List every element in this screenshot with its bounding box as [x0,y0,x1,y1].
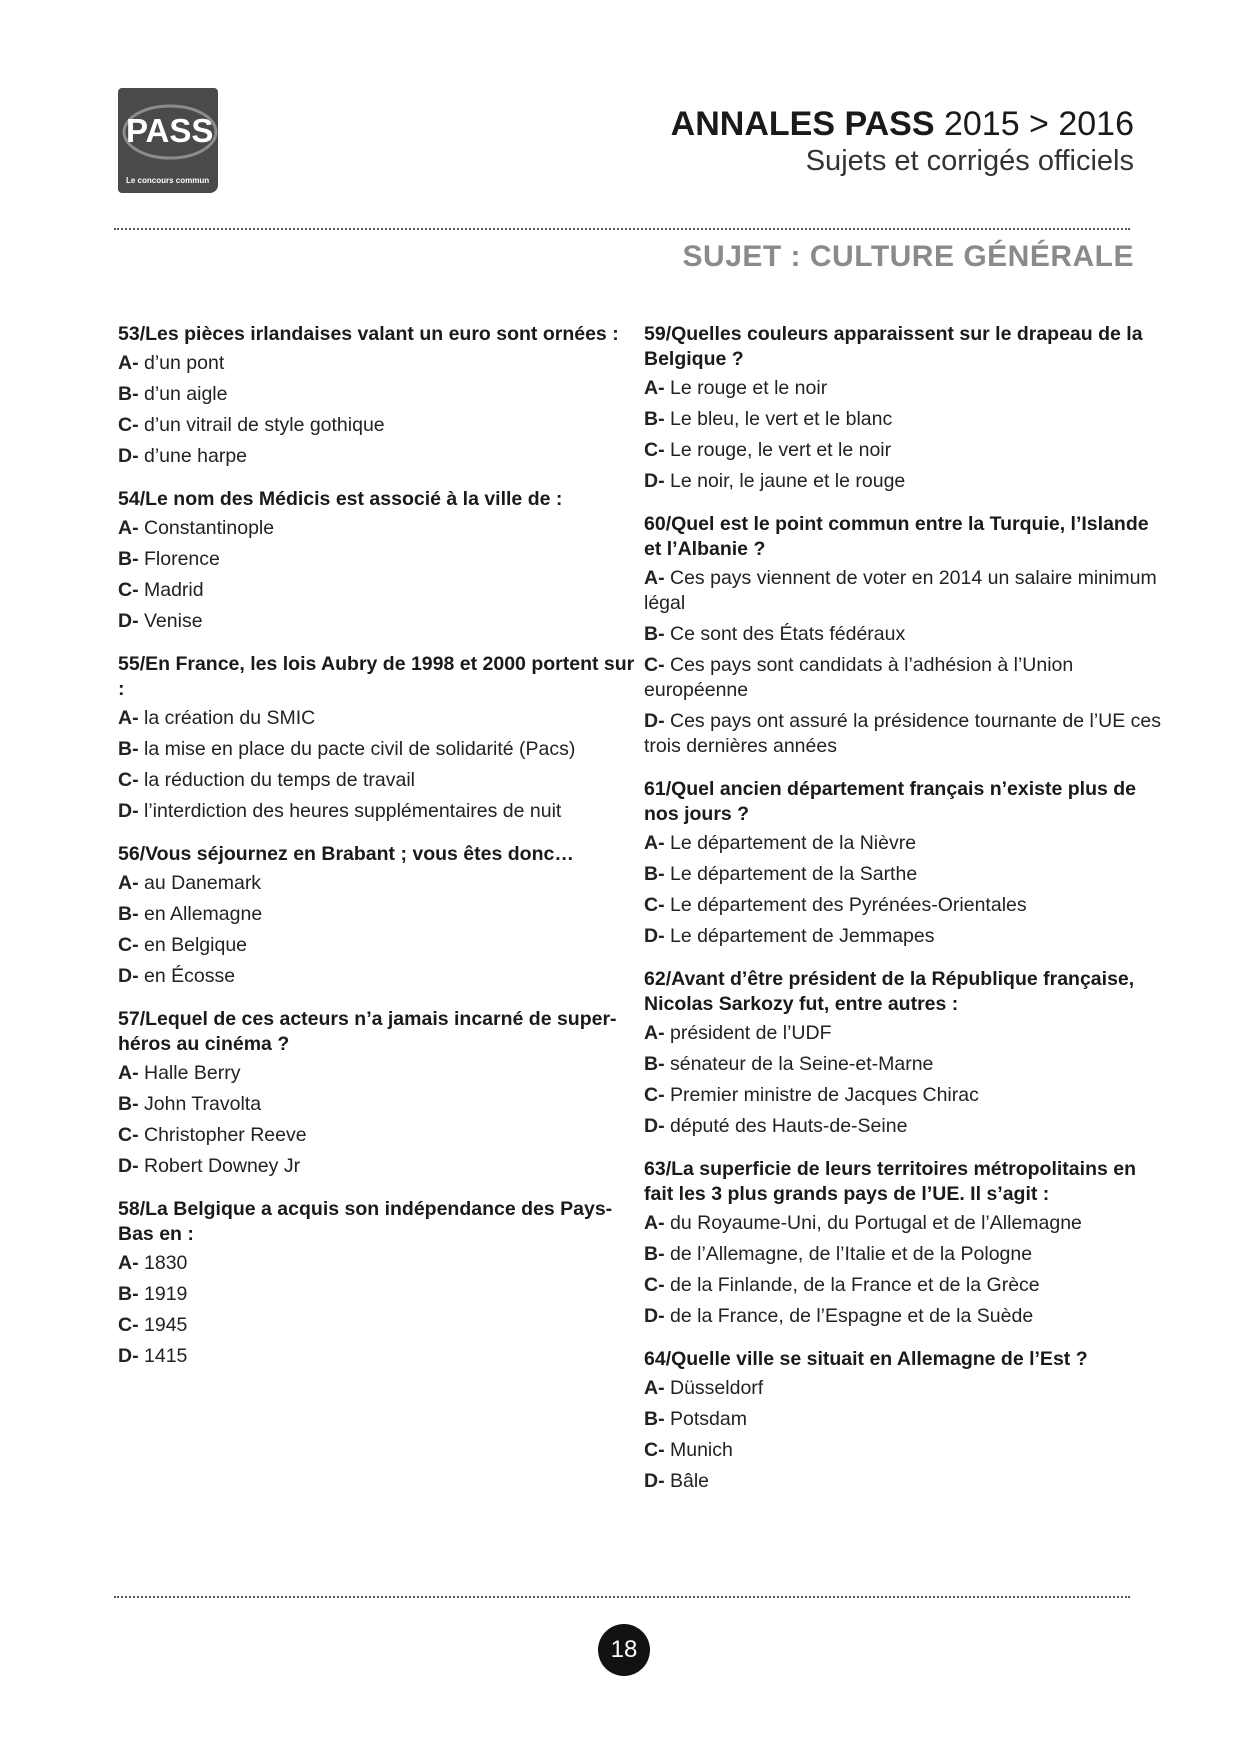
question-block [118,1197,638,1369]
answer-option [644,376,1164,401]
question-block [644,1157,1164,1329]
option-letter: A- [118,517,139,539]
answer-option [118,799,638,824]
option-letter: B- [118,548,139,570]
answer-option [644,1469,1164,1494]
option-text: Le bleu, le vert et le blanc [670,408,893,430]
option-letter: A- [644,832,665,854]
option-letter: D- [644,925,665,947]
option-text: d’un aigle [144,383,228,405]
question-title: 55/En France, les lois Aubry de 1998 et 2000 portent sur : [118,653,635,700]
answer-option [644,1376,1164,1401]
option-text: Robert Downey Jr [144,1155,301,1177]
option-text: président de l’UDF [670,1022,832,1044]
answer-option [118,547,638,572]
option-letter: B- [644,623,665,645]
question-block [644,777,1164,949]
option-letter: A- [118,707,139,729]
question-block [118,842,638,989]
option-text: en Belgique [144,934,248,956]
question-title: 64/Quelle ville se situait en Allemagne de l’Est ? [644,1348,1088,1370]
option-letter: D- [644,1115,665,1137]
question-block [644,967,1164,1139]
option-text: Düsseldorf [670,1377,764,1399]
answer-option [118,351,638,376]
answer-option [644,831,1164,856]
question-title: 60/Quel est le point commun entre la Turquie, l’Islande et l’Albanie ? [644,513,1149,560]
option-text: d’un vitrail de style gothique [144,414,385,436]
answer-option [118,706,638,731]
answer-option [644,1273,1164,1298]
title-bold: ANNALES PASS [670,105,935,143]
option-text: la création du SMIC [144,707,316,729]
option-text: Ces pays sont candidats à l’adhésion à l’Union européenne [644,654,1074,701]
option-letter: D- [118,610,139,632]
question-title: 61/Quel ancien département français n’existe plus de nos jours ? [644,778,1137,825]
logo-tagline: Le concours commun [126,176,210,185]
option-letter: A- [644,1212,665,1234]
option-text: député des Hauts-de-Seine [670,1115,908,1137]
answer-option [118,1282,638,1307]
option-text: 1945 [144,1314,188,1336]
option-letter: D- [118,1155,139,1177]
question-block [644,512,1164,759]
answer-option [118,768,638,793]
option-letter: A- [118,1252,139,1274]
answer-option [644,1083,1164,1108]
question-block [118,487,638,634]
option-letter: B- [118,1093,139,1115]
option-text: Le département de la Nièvre [670,832,917,854]
answer-option [644,1114,1164,1139]
answer-option [118,609,638,634]
document-title [671,104,1134,144]
option-text: 1830 [144,1252,188,1274]
option-text: John Travolta [144,1093,262,1115]
question-title: 54/Le nom des Médicis est associé à la ville de : [118,488,563,510]
option-text: Le département des Pyrénées-Orientales [670,894,1027,916]
question-title: 53/Les pièces irlandaises valant un euro sont ornées : [118,323,619,345]
question-block [118,322,638,469]
option-text: de la France, de l’Espagne et de la Suède [670,1305,1034,1327]
option-text: Ces pays ont assuré la présidence tournante de l’UE ces trois dernières années [644,710,1162,757]
option-text: sénateur de la Seine-et-Marne [670,1053,934,1075]
option-letter: B- [118,1283,139,1305]
answer-option [118,578,638,603]
answer-option [644,1211,1164,1236]
option-letter: C- [118,934,139,956]
option-text: au Danemark [144,872,262,894]
option-letter: D- [644,1305,665,1327]
question-block [644,1347,1164,1494]
pass-logo [118,88,218,193]
answer-option [644,1438,1164,1463]
option-text: Halle Berry [144,1062,241,1084]
option-text: la mise en place du pacte civil de solidarité (Pacs) [144,738,576,760]
option-letter: C- [644,439,665,461]
option-letter: C- [118,579,139,601]
option-letter: B- [644,863,665,885]
option-text: l’interdiction des heures supplémentaires de nuit [144,800,562,822]
option-letter: C- [644,1274,665,1296]
option-letter: C- [118,1314,139,1336]
option-letter: D- [644,470,665,492]
option-letter: D- [118,965,139,987]
question-title: 58/La Belgique a acquis son indépendance des Pays-Bas en : [118,1198,613,1245]
answer-option [644,924,1164,949]
answer-option [644,1052,1164,1077]
answer-option [644,622,1164,647]
answer-option [118,1344,638,1369]
option-letter: A- [644,1022,665,1044]
option-letter: C- [644,654,665,676]
option-letter: A- [118,352,139,374]
option-text: du Royaume-Uni, du Portugal et de l’Allemagne [670,1212,1082,1234]
option-letter: D- [644,710,665,732]
option-letter: C- [118,769,139,791]
answer-option [644,893,1164,918]
question-title: 56/Vous séjournez en Brabant ; vous êtes donc… [118,843,574,865]
question-block [644,322,1164,494]
answer-option [118,413,638,438]
answer-option [644,469,1164,494]
option-letter: C- [118,1124,139,1146]
option-letter: B- [644,1243,665,1265]
option-letter: B- [118,738,139,760]
option-letter: C- [644,894,665,916]
option-text: Venise [144,610,203,632]
logo-text: PASS [126,112,214,149]
question-title: 63/La superficie de leurs territoires métropolitains en fait les 3 plus grands pays de l’UE. Il s’agit : [644,1158,1136,1205]
answer-option [644,653,1164,703]
option-text: Ce sont des États fédéraux [670,623,906,645]
answer-option [644,1021,1164,1046]
answer-option [118,382,638,407]
option-text: Le rouge et le noir [670,377,828,399]
option-text: en Allemagne [144,903,263,925]
answer-option [118,933,638,958]
title-years: 2015 > 2016 [943,105,1134,143]
option-letter: C- [118,414,139,436]
option-text: Potsdam [670,1408,747,1430]
option-text: Munich [670,1439,733,1461]
option-text: en Écosse [144,965,236,987]
document-header [671,104,1134,178]
answer-option [118,737,638,762]
answer-option [118,444,638,469]
answer-option [118,964,638,989]
option-letter: C- [644,1439,665,1461]
answer-option [118,1154,638,1179]
option-text: Le rouge, le vert et le noir [670,439,892,461]
option-text: de l’Allemagne, de l’Italie et de la Pologne [670,1243,1033,1265]
subject-heading: SUJET : CULTURE GÉNÉRALE [682,240,1134,273]
option-letter: C- [644,1084,665,1106]
question-block [118,1007,638,1179]
footer-divider [114,1596,1130,1598]
answer-option [644,709,1164,759]
answer-option [118,1123,638,1148]
option-text: la réduction du temps de travail [144,769,415,791]
option-text: Bâle [670,1470,710,1492]
answer-option [644,1242,1164,1267]
question-title: 62/Avant d’être président de la République française, Nicolas Sarkozy fut, entre autres : [644,968,1135,1015]
document-subtitle: Sujets et corrigés officiels [805,145,1134,177]
option-letter: B- [644,1053,665,1075]
option-text: d’une harpe [144,445,248,467]
answer-option [644,1304,1164,1329]
option-letter: D- [118,445,139,467]
question-block [118,652,638,824]
option-text: de la Finlande, de la France et de la Grèce [670,1274,1040,1296]
left-column [118,322,638,1387]
answer-option [644,438,1164,463]
page-number: 18 [598,1624,650,1676]
option-text: Le département de la Sarthe [670,863,918,885]
answer-option [118,1092,638,1117]
option-text: Le noir, le jaune et le rouge [670,470,906,492]
answer-option [118,1061,638,1086]
option-letter: D- [118,800,139,822]
answer-option [644,862,1164,887]
question-title: 59/Quelles couleurs apparaissent sur le drapeau de la Belgique ? [644,323,1143,370]
option-letter: A- [118,872,139,894]
option-text: Constantinople [144,517,275,539]
option-text: Christopher Reeve [144,1124,307,1146]
option-text: 1415 [144,1345,188,1367]
option-letter: A- [118,1062,139,1084]
option-letter: A- [644,377,665,399]
option-text: Ces pays viennent de voter en 2014 un salaire minimum légal [644,567,1157,614]
question-title: 57/Lequel de ces acteurs n’a jamais incarné de super-héros au cinéma ? [118,1008,617,1055]
answer-option [118,902,638,927]
option-letter: A- [644,1377,665,1399]
option-letter: B- [644,1408,665,1430]
answer-option [644,1407,1164,1432]
option-text: Le département de Jemmapes [670,925,935,947]
option-text: 1919 [144,1283,188,1305]
answer-option [118,1313,638,1338]
option-text: Madrid [144,579,204,601]
option-text: Florence [144,548,220,570]
header-divider [114,228,1130,230]
answer-option [118,871,638,896]
answer-option [118,516,638,541]
option-letter: A- [644,567,665,589]
answer-option [118,1251,638,1276]
option-text: Premier ministre de Jacques Chirac [670,1084,979,1106]
right-column [644,322,1164,1512]
option-text: d’un pont [144,352,225,374]
answer-option [644,566,1164,616]
option-letter: D- [644,1470,665,1492]
option-letter: B- [118,383,139,405]
option-letter: B- [118,903,139,925]
answer-option [644,407,1164,432]
option-letter: B- [644,408,665,430]
option-letter: D- [118,1345,139,1367]
